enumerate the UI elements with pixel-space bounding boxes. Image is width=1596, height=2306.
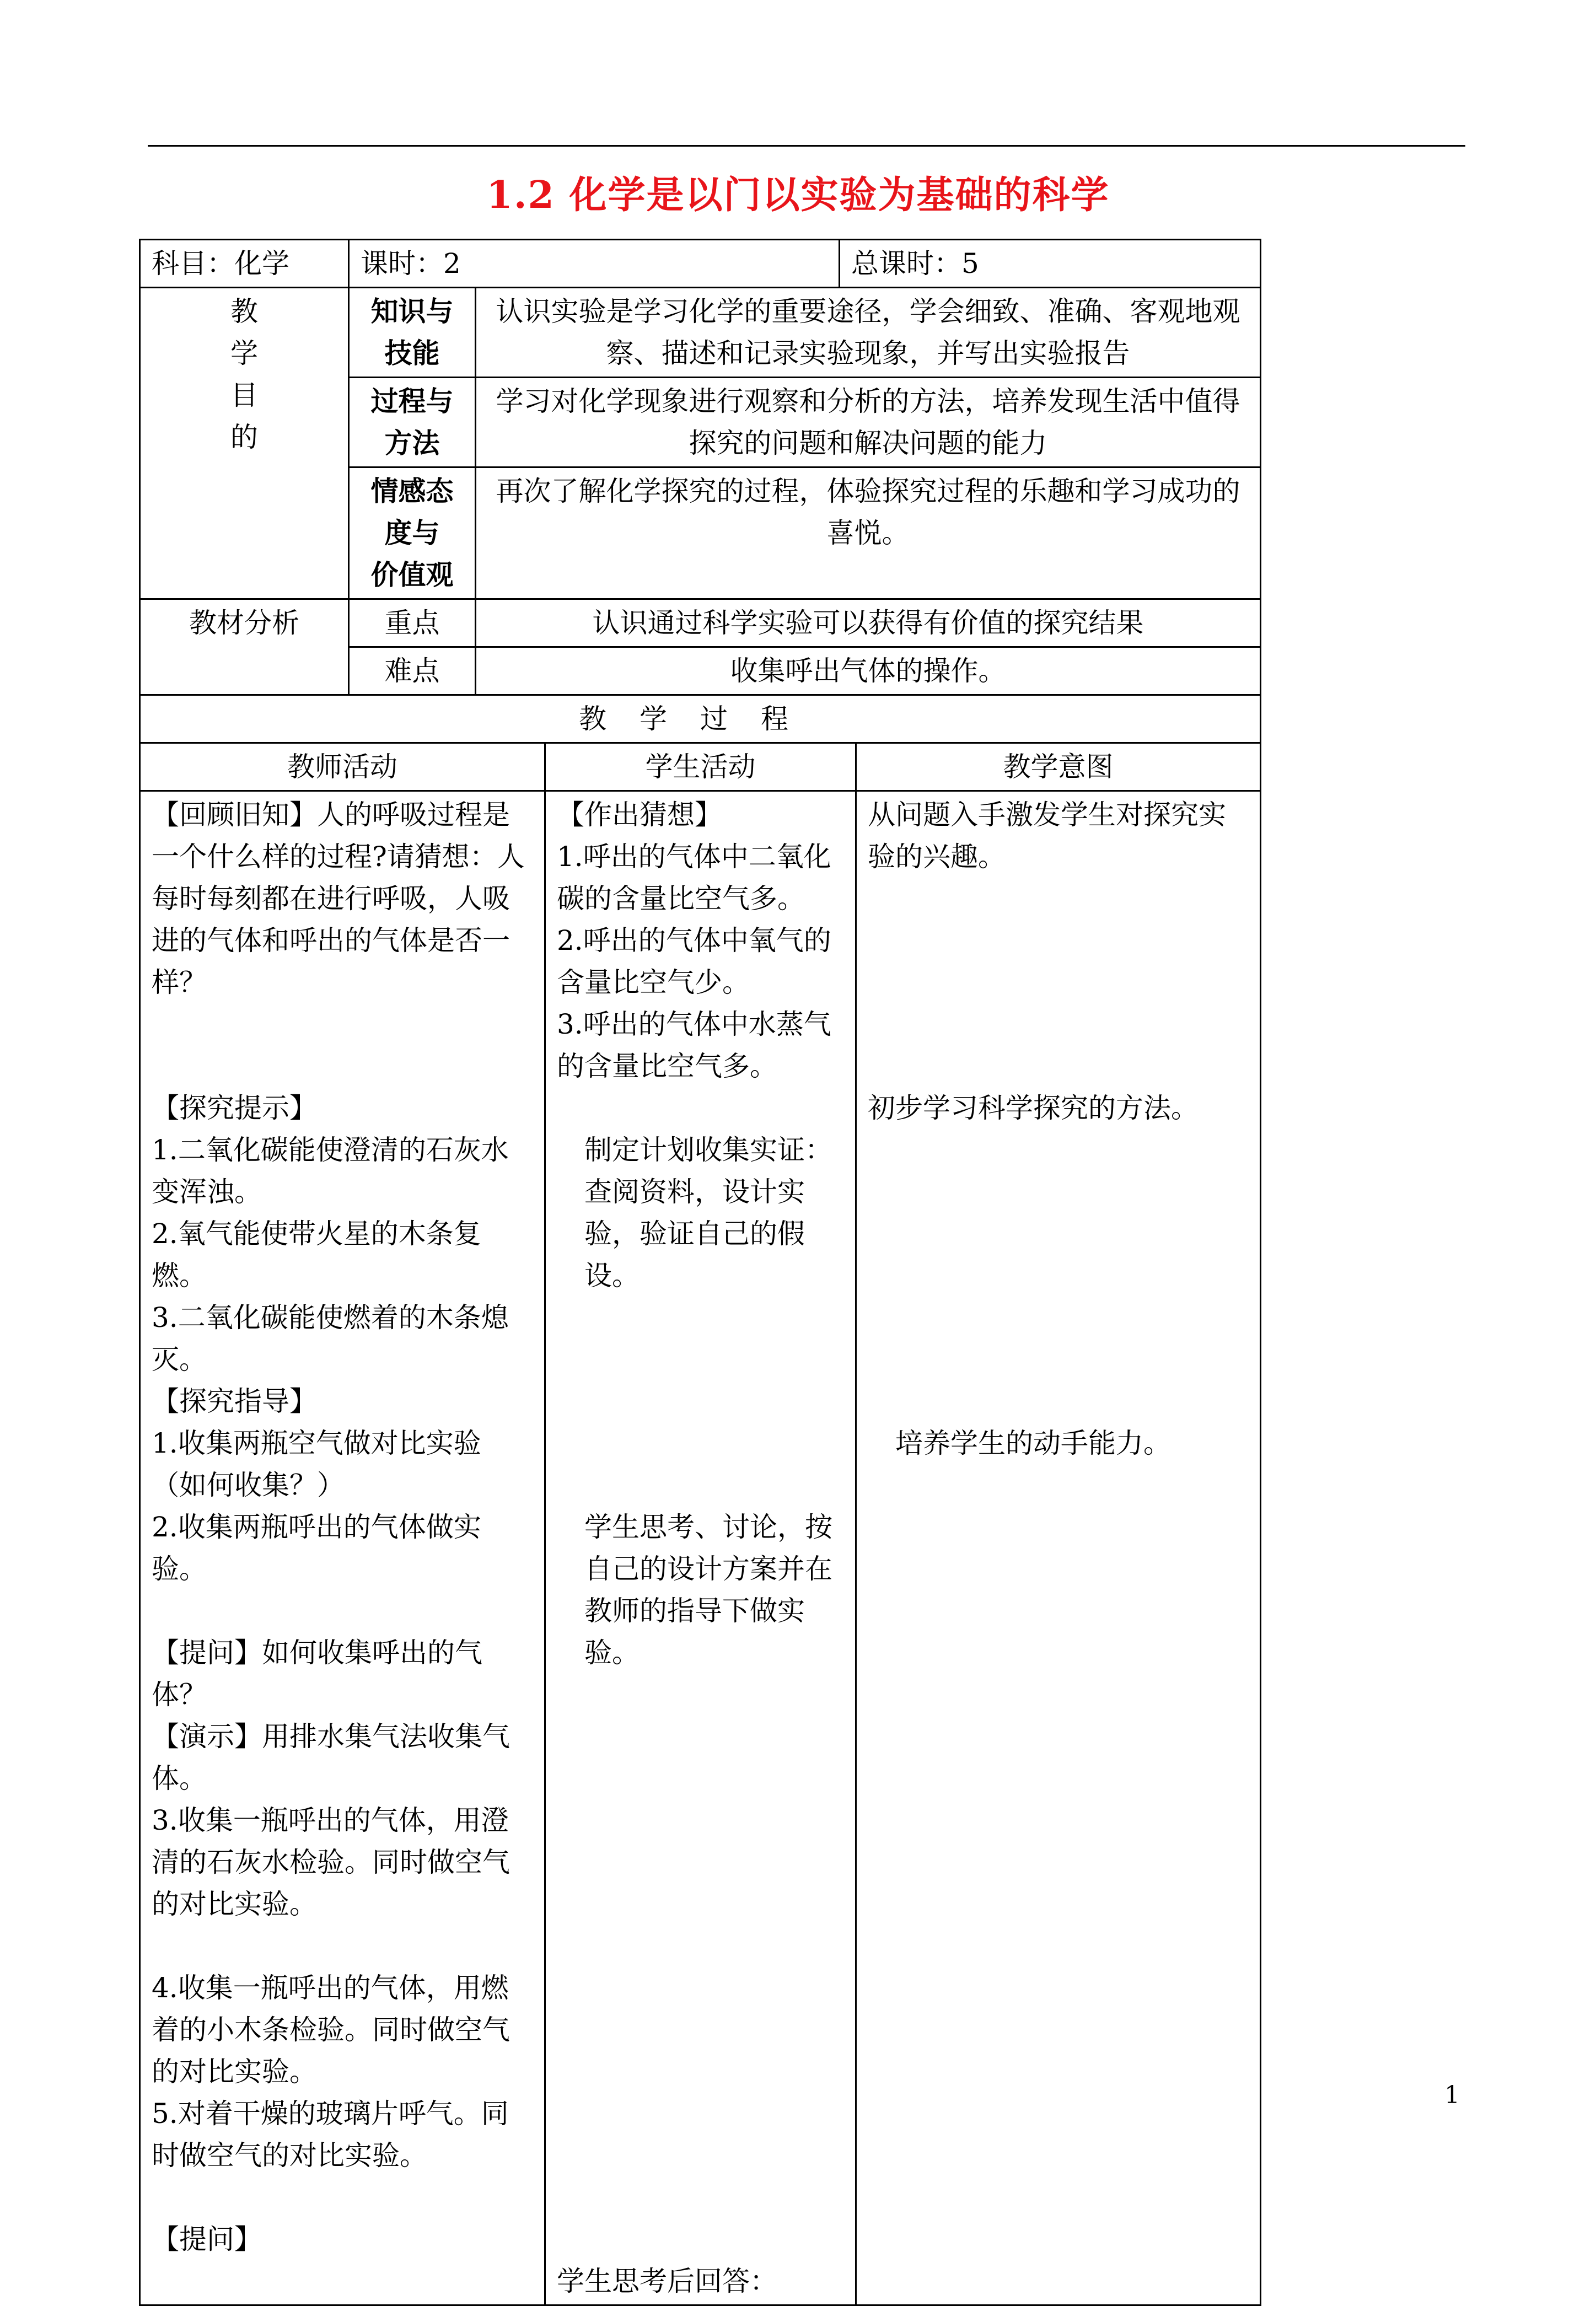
difficulty-content: 收集呼出气体的操作。 <box>476 647 1261 695</box>
period-cell: 课时：2 <box>349 240 840 288</box>
process-title: 教学过程 <box>140 695 1261 743</box>
lesson-plan-table <box>139 239 1261 2306</box>
demo-text: 【演示】用排水集气法收集气体。 <box>152 1721 510 1794</box>
plan-text: 制定计划收集实证：查阅资料，设计实验，验证自己的假设。 <box>584 1134 832 1292</box>
guess-title: 【作出猜想】 <box>557 799 722 831</box>
teacher-activity-cell <box>140 791 545 2305</box>
key-content: 认识通过科学实验可以获得有价值的探究结果 <box>476 599 1261 647</box>
column-header-row <box>140 743 1261 791</box>
header-rule <box>148 145 1465 147</box>
intent-text: 从问题入手激发学生对探究实验的兴趣。 <box>868 799 1226 873</box>
material-key-row <box>140 599 1261 647</box>
step-text: 5.对着干燥的玻璃片呼气。同时做空气的对比实验。 <box>152 2098 509 2171</box>
objective-row-knowledge <box>140 288 1261 378</box>
student-activity-cell <box>545 791 856 2305</box>
column-header-teacher: 教师活动 <box>140 743 545 791</box>
question-text: 【提问】如何收集呼出的气体？ <box>152 1637 482 1711</box>
info-row <box>140 240 1261 288</box>
guess-item: 3.呼出的气体中水蒸气的含量比空气多。 <box>557 1008 831 1082</box>
hint-title: 【探究提示】 <box>152 1092 317 1124</box>
question-text: 【提问】 <box>152 2223 262 2255</box>
objective-content: 再次了解化学探究的过程，体验探究过程的乐趣和学习成功的喜悦。 <box>476 467 1261 599</box>
guess-item: 1.呼出的气体中二氧化碳的含量比空气多。 <box>557 841 831 915</box>
intent-text: 初步学习科学探究的方法。 <box>868 1092 1199 1124</box>
page-number: 1 <box>1444 2081 1460 2109</box>
subject-cell: 科目：化学 <box>140 240 349 288</box>
review-text: 【回顾旧知】人的呼吸过程是一个什么样的过程?请猜想：人每时每刻都在进行呼吸，人吸进的气体和呼出的气体是否一样？ <box>152 799 525 998</box>
hint-item: 1.二氧化碳能使澄清的石灰水变浑浊。 <box>152 1134 509 1208</box>
objective-content: 学习对化学现象进行观察和分析的方法，培养发现生活中值得探究的问题和解决问题的能力 <box>476 378 1261 467</box>
guide-title: 【探究指导】 <box>152 1385 317 1417</box>
step-text: 3.收集一瓶呼出的气体，用澄清的石灰水检验。同时做空气的对比实验。 <box>152 1804 510 1920</box>
intent-cell <box>856 791 1261 2305</box>
total-period-cell: 总课时：5 <box>840 240 1261 288</box>
hint-item: 3.二氧化碳能使燃着的木条熄灭。 <box>152 1302 509 1375</box>
guess-item: 2.呼出的气体中氧气的含量比空气少。 <box>557 924 831 998</box>
discuss-text: 学生思考、讨论，按自己的设计方案并在教师的指导下做实验。 <box>584 1511 832 1669</box>
document-title: 1.2 化学是以门以实验为基础的科学 <box>486 173 1110 217</box>
guide-item: 1.收集两瓶空气做对比实验（如何收集？） <box>152 1427 481 1501</box>
objective-content: 认识实验是学习化学的重要途径，学会细致、准确、客观地观察、描述和记录实验现象，并写出实验报告 <box>476 288 1261 378</box>
process-body-row <box>140 791 1261 2305</box>
guide-item: 2.收集两瓶呼出的气体做实验。 <box>152 1511 481 1585</box>
key-label: 重点 <box>349 599 476 647</box>
material-label: 教材分析 <box>140 599 349 695</box>
hint-item: 2.氧气能使带火星的木条复燃。 <box>152 1218 481 1292</box>
objective-label: 过程与方法 <box>349 378 476 467</box>
difficulty-label: 难点 <box>349 647 476 695</box>
column-header-intent: 教学意图 <box>856 743 1261 791</box>
column-header-student: 学生活动 <box>545 743 856 791</box>
objective-label: 知识与技能 <box>349 288 476 378</box>
objective-label: 情感态度与 价值观 <box>349 467 476 599</box>
step-text: 4.收集一瓶呼出的气体，用燃着的小木条检验。同时做空气的对比实验。 <box>152 1972 510 2088</box>
objectives-header: 教 学 目 的 <box>140 288 349 599</box>
answer-text: 学生思考后回答： <box>557 2265 777 2297</box>
process-title-row <box>140 695 1261 743</box>
intent-text: 培养学生的动手能力。 <box>895 1427 1171 1459</box>
